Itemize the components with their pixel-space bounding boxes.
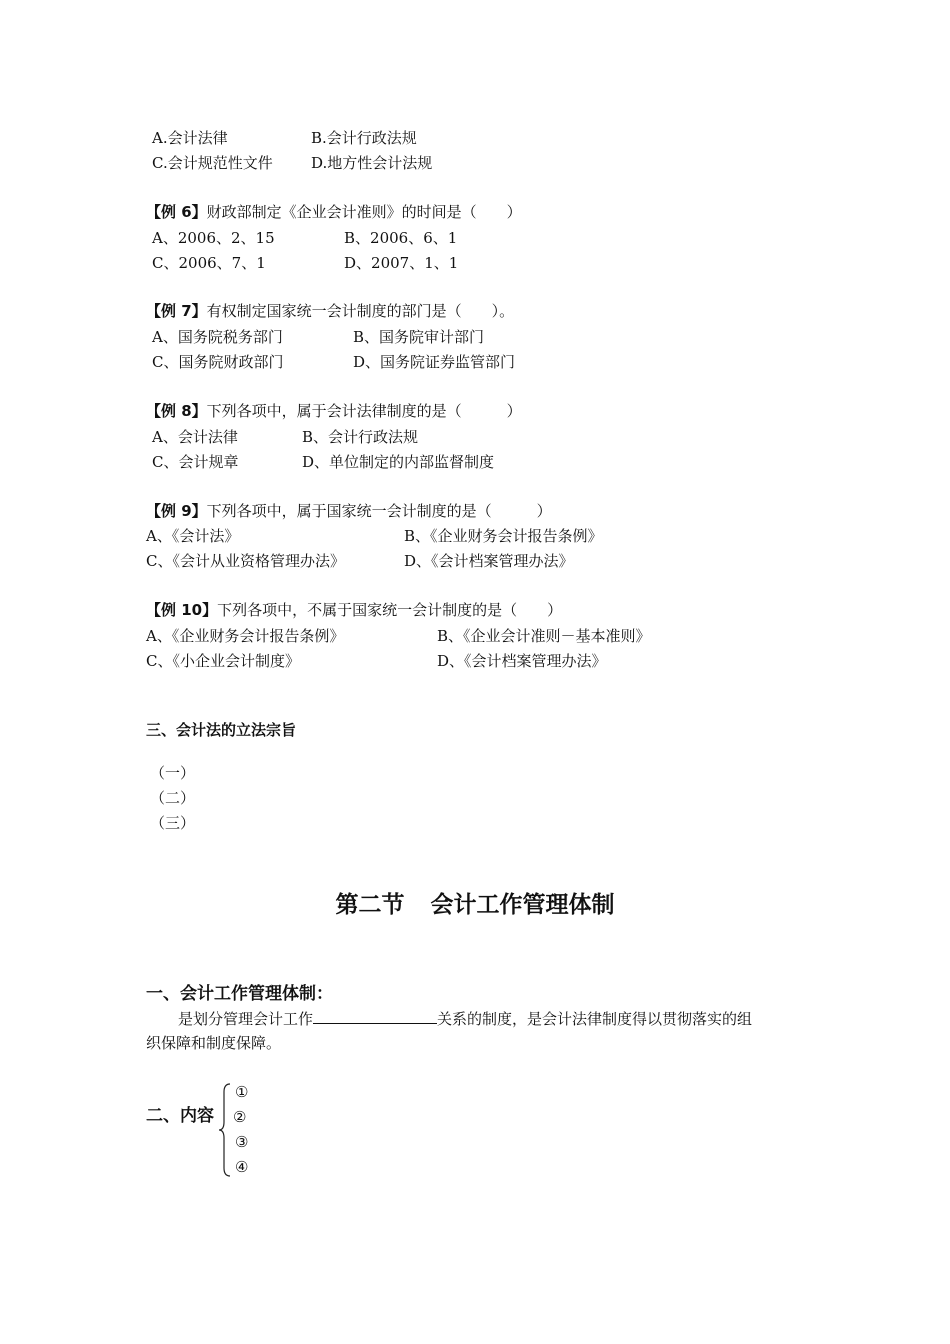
q9-text: 下列各项中，属于国家统一会计制度的是（ ） <box>206 502 552 520</box>
q7-option-d: D、国务院证券监管部门 <box>353 353 516 371</box>
q9-option-c: C、《会计从业资格管理办法》 <box>146 552 345 570</box>
q7-option-a: A、国务院税务部门 <box>152 328 283 346</box>
content-item-4: ④ <box>235 1158 249 1176</box>
q5-option-d: D.地方性会计法规 <box>311 154 433 172</box>
paragraph-text-after: 关系的制度，是会计法律制度得以贯彻落实的组 <box>437 1010 753 1028</box>
subsection-one-heading: 一、会计工作管理体制： <box>146 984 333 1004</box>
q9-question <box>146 501 552 521</box>
chapter-title-left: 第二节 <box>335 892 405 918</box>
q6-text: 财政部制定《企业会计准则》的时间是（ ） <box>206 203 522 221</box>
q5-option-a: A.会计法律 <box>152 129 228 147</box>
chapter-title-right: 会计工作管理体制 <box>430 892 615 918</box>
q10-text: 下列各项中，不属于国家统一会计制度的是（ ） <box>217 601 563 619</box>
subsection-one-paragraph-line2: 织保障和制度保障。 <box>146 1034 282 1052</box>
q7-option-b: B、国务院审计部门 <box>353 328 485 346</box>
q8-option-c: C、会计规章 <box>152 453 239 471</box>
paragraph-text-before: 是划分管理会计工作 <box>178 1010 314 1028</box>
content-item-2: ② <box>233 1108 247 1126</box>
q6-option-b: B、2006、6、1 <box>344 229 458 247</box>
q8-text: 下列各项中，属于会计法律制度的是（ ） <box>206 402 522 420</box>
q7-option-c: C、国务院财政部门 <box>152 353 284 371</box>
subsection-two-heading: 二、内容 <box>146 1106 214 1126</box>
q10-option-d: D、《会计档案管理办法》 <box>437 652 607 670</box>
subsection-one-paragraph <box>178 1008 752 1029</box>
fill-in-blank[interactable] <box>313 1008 437 1024</box>
q9-tag: 【例 9】 <box>146 502 207 520</box>
q9-option-b: B、《企业财务会计报告条例》 <box>404 527 603 545</box>
q10-question <box>146 600 562 620</box>
section-three-heading: 三、会计法的立法宗旨 <box>146 721 297 739</box>
q6-option-a: A、2006、2、15 <box>152 229 275 247</box>
q9-option-d: D、《会计档案管理办法》 <box>404 552 574 570</box>
q5-option-c: C.会计规范性文件 <box>152 154 273 172</box>
q5-option-b: B.会计行政法规 <box>311 129 417 147</box>
section-three-item-3: （三） <box>150 814 196 832</box>
q10-tag: 【例 10】 <box>146 601 218 619</box>
section-three-item-2: （二） <box>150 789 196 807</box>
q10-option-b: B、《企业会计准则－基本准则》 <box>437 627 651 645</box>
q8-tag: 【例 8】 <box>146 402 207 420</box>
content-item-1: ① <box>235 1083 249 1101</box>
brace-icon <box>217 1082 233 1178</box>
q8-option-d: D、单位制定的内部监督制度 <box>302 453 495 471</box>
chapter-title <box>0 890 950 920</box>
q6-tag: 【例 6】 <box>146 203 207 221</box>
content-item-3: ③ <box>235 1133 249 1151</box>
q7-tag: 【例 7】 <box>146 302 207 320</box>
q7-question <box>146 301 514 321</box>
q8-question <box>146 401 522 421</box>
q6-question <box>146 202 522 222</box>
q8-option-a: A、会计法律 <box>152 428 238 446</box>
section-three-item-1: （一） <box>150 764 196 782</box>
q9-option-a: A、《会计法》 <box>146 527 240 545</box>
q10-option-a: A、《企业财务会计报告条例》 <box>146 627 345 645</box>
q7-text: 有权制定国家统一会计制度的部门是（ ）。 <box>206 302 515 320</box>
q6-option-c: C、2006、7、1 <box>152 254 266 272</box>
q8-option-b: B、会计行政法规 <box>302 428 419 446</box>
q6-option-d: D、2007、1、1 <box>344 254 459 272</box>
q10-option-c: C、《小企业会计制度》 <box>146 652 300 670</box>
